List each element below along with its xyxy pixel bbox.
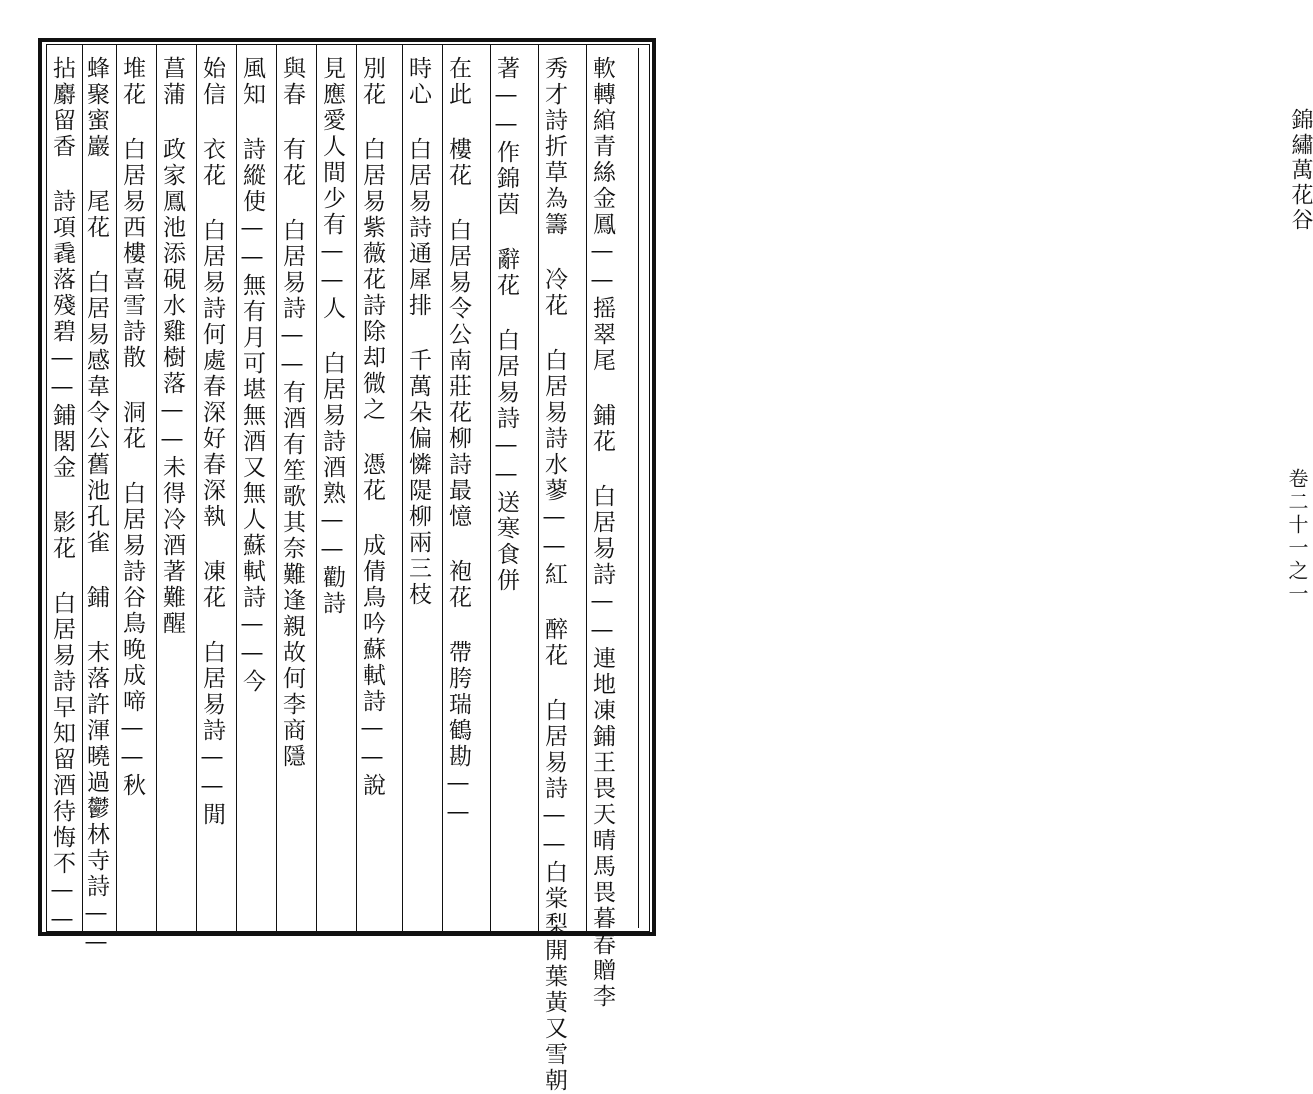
column-text: 秀才詩折草為籌 冷花 白居易詩水蓼——紅 醉花 白居易詩——白棠梨開葉黃又雪朝: [541, 56, 567, 1094]
column-text: 軟轉綰青絲金鳳——摇翠尾 鋪花 白居易詩——連地凍鋪王畏天晴馬畏暮春贈李: [589, 56, 615, 1010]
text-column: [406, 48, 458, 928]
column-text: 蜂聚蜜巖 尾花 白居易感韋令公舊池孔雀 鋪 末落許渾曉過鬱林寺詩——: [83, 56, 109, 958]
text-column: [541, 48, 594, 1094]
column-text: 始信 衣花 白居易詩何處春深好春深執 凍花 白居易詩——閒: [199, 56, 225, 828]
chapter-label: 卷二十一之一: [1285, 468, 1309, 606]
column-text: 在此 樓花 白居易令公南莊花柳詩最憶 袍花 帶胯瑞鶴勘——: [445, 56, 471, 828]
text-column: [589, 48, 642, 1010]
column-text: 風知 詩縱使——無有月可堪無酒又無人蘇軾詩——今: [239, 56, 265, 695]
column-text: 別花 白居易紫薇花詩除却微之 憑花 成倩鳥吟蘇軾詩——說: [359, 56, 385, 799]
column-text: 菖蒲 政家鳳池添硯水雞樹落——未得冷酒著難醒: [159, 56, 185, 637]
column-text: 著——作錦茵 辭花 白居易詩——送寒食併: [493, 56, 519, 594]
column-text: 與春 有花 白居易詩——有酒有笙歌其奈難逢親故何李商隱: [279, 56, 305, 770]
column-text: 見應愛人間少有——人 白居易詩酒熟——勸詩: [319, 56, 345, 617]
book-title: 錦繡萬花谷: [1288, 108, 1313, 233]
column-text: 時心 白居易詩通犀排 千萬朵偏憐隄柳兩三枝: [405, 56, 431, 608]
column-text: 堆花 白居易西樓喜雪詩散 洞花 白居易詩谷鳥晚成啼——秋: [119, 56, 145, 799]
column-text: 拈麝留香 詩項毳落殘碧——鋪閣金 影花 白居易詩早知留酒待悔不——: [49, 56, 75, 935]
margin-column: [638, 48, 1313, 928]
text-column: [49, 48, 102, 935]
text-column: [494, 48, 546, 928]
